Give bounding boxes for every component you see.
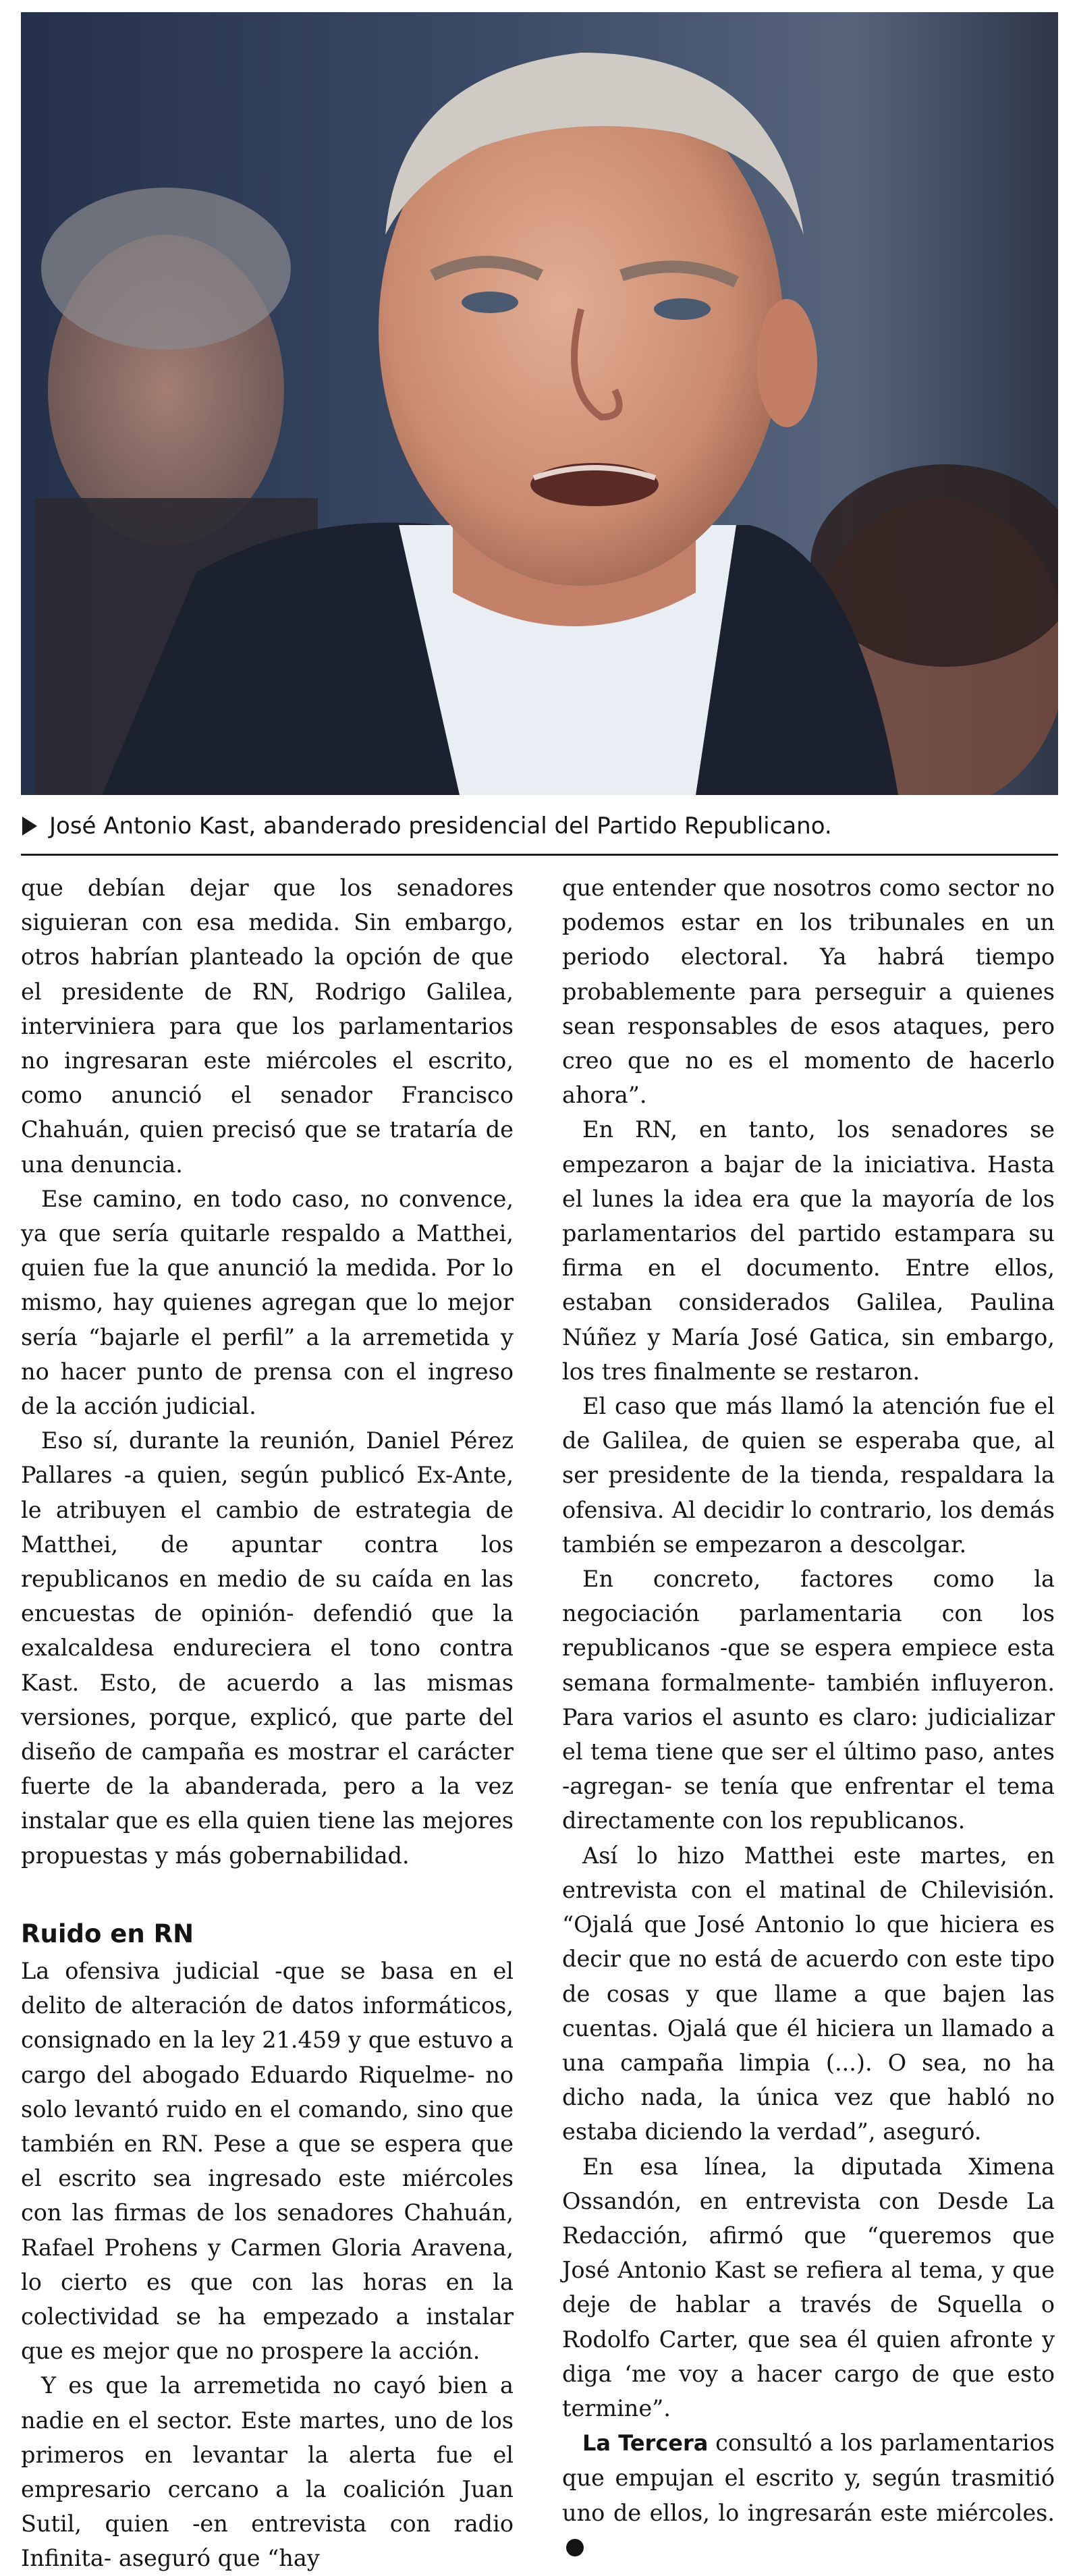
paragraph: En RN, en tanto, los senadores se empezaron a bajar de la iniciativa. Hasta el lunes la idea era que la mayoría de los parlamentarios del partido estampara su firma en el documento. Entre ellos, estaban considerados Galilea, Paulina Núñez y María José Gatica, sin embargo, los tres finalmente se restaron.: [562, 1116, 1055, 1385]
paragraph: En concreto, factores como la negociación parlamentaria con los republicanos -que se espera empiece esta semana formalmente- también influyeron. Para varios el asunto es claro: judicializar el tema tiene que ser el último paso, antes -agregan- se tenía que enfrentar el tema directamente con los republicanos.: [562, 1566, 1055, 1834]
article-photo: [21, 12, 1058, 795]
paragraph: Eso sí, durante la reunión, Daniel Pérez Pallares -a quien, según publicó Ex-Ante, le atribuyen el cambio de estrategia de Matthei, de apuntar contra los republicanos en medio de su caída en las encuestas de opinión- defendió que la exalcaldesa endureciera el tono contra Kast. Esto, de acuerdo a las mismas versiones, porque, explicó, que parte del diseño de campaña es mostrar el carácter fuerte de la abanderada, pero a la vez instalar que es ella quien tiene las mejores propuestas y más gobernabilidad.: [21, 1427, 514, 1869]
caption-text: José Antonio Kast, abanderado presidencial del Partido Republicano.: [49, 813, 832, 840]
paragraph: que debían dejar que los senadores siguieran con esa medida. Sin embargo, otros habrían planteado la opción de que el presidente de RN, Rodrigo Galilea, interviniera para que los parlamentarios no ingresaran este miércoles el escrito, como anunció el senador Francisco Chahuán, quien precisó que se trataría de una denuncia.: [21, 875, 514, 1178]
subheading: Ruido en RN: [21, 1919, 194, 1948]
paragraph-final: [562, 2426, 1055, 2565]
paragraph: El caso que más llamó la atención fue el de Galilea, de quien se esperaba que, al ser presidente de la tienda, respaldara la ofensiva. Al decidir lo contrario, los demás también se empezaron a descolgar.: [562, 1393, 1055, 1558]
paragraph: En esa línea, la diputada Ximena Ossandón, en entrevista con Desde La Redacción, afirmó que “queremos que José Antonio Kast se refiera al tema, y que deje de hablar a través de Squella o Rodolfo Carter, que sea él quien afronte y diga ‘me voy a hacer cargo de que esto termine”.: [562, 2153, 1055, 2421]
paragraph: Así lo hizo Matthei este martes, en entrevista con el matinal de Chilevisión. “Ojalá que José Antonio lo que hiciera es decir que no está de acuerdo con este tipo de cosas y que llame a que bajen las cuentas. Ojalá que él hiciera un llamado a una campaña limpia (...). O sea, no ha dicho nada, la única vez que habló no estaba diciendo la verdad”, aseguró.: [562, 1842, 1055, 2145]
caption-arrow-icon: [22, 817, 37, 835]
paragraph: Y es que la arremetida no cayó bien a nadie en el sector. Este martes, uno de los primeros en levantar la alerta fue el empresario cercano a la coalición Juan Sutil, quien -en entrevista con radio Infinita- aseguró que “hay: [21, 2372, 514, 2572]
article-column-left: [21, 871, 514, 2576]
publication-name: La Tercera: [582, 2430, 709, 2457]
caption-divider: [21, 854, 1058, 856]
paragraph: La ofensiva judicial -que se basa en el delito de alteración de datos informáticos, consignado en la ley 21.459 y que estuvo a cargo del abogado Eduardo Riquelme- no solo levantó ruido en el comando, sino que también en RN. Pese a que se espera que el escrito sea ingresado este miércoles con las firmas de los senadores Chahuán, Rafael Prohens y Carmen Gloria Aravena, lo cierto es que con las horas en la colectividad se ha empezado a instalar que es mejor que no prospere la acción.: [21, 1957, 514, 2365]
paragraph: Ese camino, en todo caso, no convence, ya que sería quitarle respaldo a Matthei, quien fue la que anunció la medida. Por lo mismo, hay quienes agregan que lo mejor sería “bajarle el perfil” a la arremetida y no hacer punto de prensa con el ingreso de la acción judicial.: [21, 1185, 514, 1420]
paragraph-text: consultó a los parlamentarios que empujan el escrito y, según trasmitió uno de ellos, lo ingresarán este miércoles.: [562, 2430, 1055, 2526]
photo-caption: [21, 809, 1058, 844]
paragraph: que entender que nosotros como sector no podemos estar en los tribunales en un periodo electoral. Ya habrá tiempo probablemente para perseguir a quienes sean responsables de esos ataques, pero creo que no es el momento de hacerlo ahora”.: [562, 875, 1055, 1109]
end-mark-icon: [566, 2539, 584, 2556]
portrait-photo-icon: [21, 12, 1058, 795]
article-column-right: [562, 871, 1055, 2565]
